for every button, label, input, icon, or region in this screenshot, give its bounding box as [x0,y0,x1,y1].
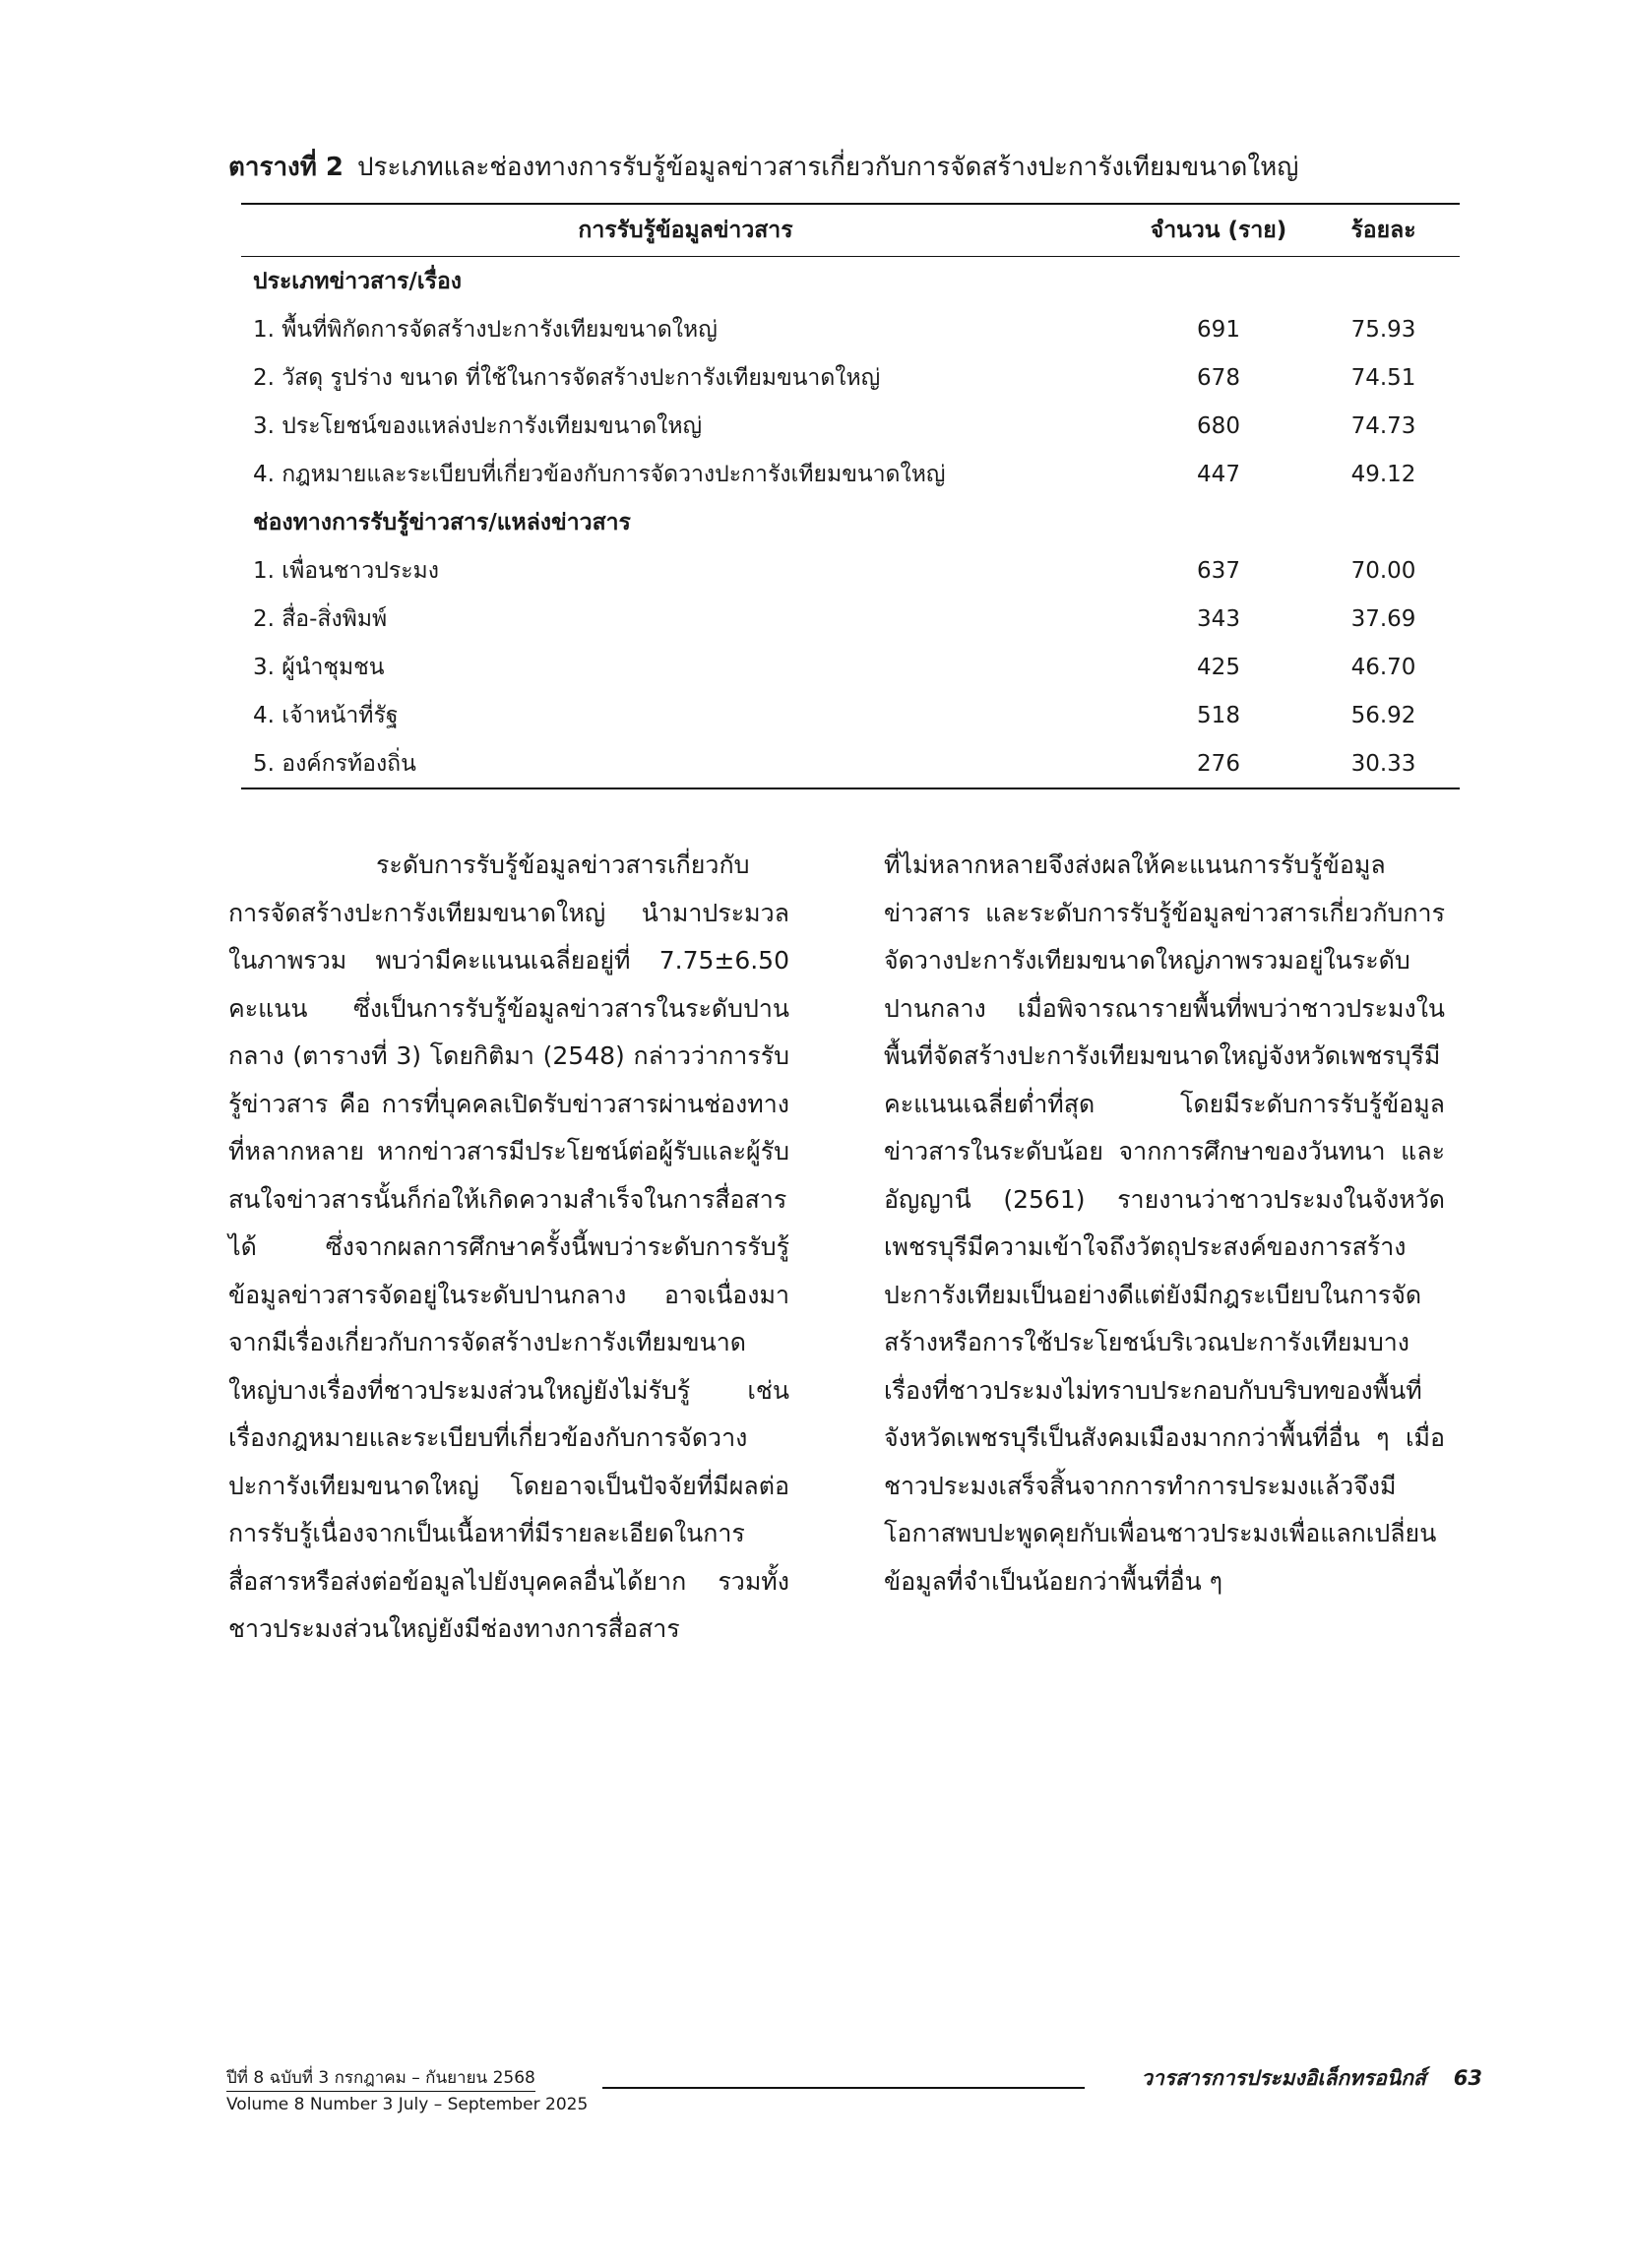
row-label: 4. กฎหมายและระเบียบที่เกี่ยวข้องกับการจัดวางปะการังเทียมขนาดใหญ่ [253,461,946,487]
table-header-row [241,204,1460,257]
table-row [241,546,1460,595]
page-number: 63 [1453,2066,1482,2090]
table-row [241,691,1460,739]
table-row [241,739,1460,788]
table-row [241,402,1460,450]
row-count: 447 [1197,461,1240,487]
row-percent: 46.70 [1350,654,1416,680]
table-row [241,595,1460,643]
row-percent: 74.73 [1350,412,1416,439]
row-percent: 49.12 [1350,461,1416,487]
row-percent: 37.69 [1350,605,1416,632]
footer-issue-thai: ปีที่ 8 ฉบับที่ 3 กรกฎาคม – กันยายน 2568 [226,2065,535,2092]
data-table [241,203,1460,789]
table-row [241,643,1460,691]
row-label: 2. สื่อ-สิ่งพิมพ์ [253,605,388,632]
table-label: ตารางที่ 2 [228,153,344,182]
table-caption [228,148,1439,187]
row-percent: 56.92 [1350,702,1416,728]
row-label: 1. เพื่อนชาวประมง [253,557,439,584]
journal-name: วารสารการประมงอิเล็กทรอนิกส์ [1141,2066,1426,2090]
footer-issue-english: Volume 8 Number 3 July – September 2025 [226,2095,589,2114]
row-count: 518 [1197,702,1240,728]
table-row [241,450,1460,498]
header-percent: ร้อยละ [1307,204,1460,257]
table-row [241,305,1460,353]
section-row [241,257,1460,306]
row-count: 343 [1197,605,1240,632]
row-label: 3. ผู้นำชุมชน [253,654,385,680]
row-count: 680 [1197,412,1240,439]
header-count: จำนวน (ราย) [1130,204,1307,257]
section-title: ประเภทข่าวสาร/เรื่อง [253,268,463,294]
footer-issue [226,2065,588,2117]
paragraph: ระดับการรับรู้ข้อมูลข่าวสารเกี่ยวกับการจัดสร้างปะการังเทียมขนาดใหญ่ นำมาประมวลในภาพรวม พบว่ามีคะแนนเฉลี่ยอยู่ที่ 7.75±6.50 คะแนน ซึ่งเป็นการรับรู้ข้อมูลข่าวสารในระดับปานกลาง (ตารางที่ 3) โดยกิติมา (2548) กล่าวว่าการรับรู้ข่าวสาร คือ การที่บุคคลเปิดรับข่าวสารผ่านช่องทางที่หลากหลาย หากข่าวสารมีประโยชน์ต่อผู้รับและผู้รับสนใจข่าวสารนั้นก็ก่อให้เกิดความสำเร็จในการสื่อสารได้ ซึ่งจากผลการศึกษาครั้งนี้พบว่าระดับการรับรู้ข้อมูลข่าวสารจัดอยู่ในระดับปานกลาง อาจเนื่องมาจากมีเรื่องเกี่ยวกับการจัดสร้างปะการังเทียมขนาดใหญ่บางเรื่องที่ชาวประมงส่วนใหญ่ยังไม่รับรู้ เช่น เรื่องกฎหมายและระเบียบที่เกี่ยวข้องกับการจัดวางปะการังเทียมขนาดใหญ่ โดยอาจเป็นปัจจัยที่มีผลต่อการรับรู้เนื่องจากเป็นเนื้อหาที่มีรายละเอียดในการสื่อสารหรือส่งต่อข้อมูลไปยังบุคคลอื่นได้ยาก รวมทั้งชาวประมงส่วนใหญ่ยังมีช่องทางการสื่อสาร [228,850,789,1643]
row-percent: 74.51 [1350,364,1416,391]
footer-divider [602,2087,1085,2089]
row-label: 1. พื้นที่พิกัดการจัดสร้างปะการังเทียมขนาดใหญ่ [253,316,718,343]
row-label: 2. วัสดุ รูปร่าง ขนาด ที่ใช้ในการจัดสร้างปะการังเทียมขนาดใหญ่ [253,364,881,391]
row-count: 691 [1197,316,1240,343]
row-percent: 30.33 [1307,739,1460,788]
body-column-left [228,842,789,1654]
row-label: 4. เจ้าหน้าที่รัฐ [253,702,399,728]
section-row [241,498,1460,546]
table-title: ประเภทและช่องทางการรับรู้ข้อมูลข่าวสารเกี่ยวกับการจัดสร้างปะการังเทียมขนาดใหญ่ [357,153,1299,182]
footer-journal [1141,2062,1482,2095]
row-count: 276 [1130,739,1307,788]
row-percent: 75.93 [1350,316,1416,343]
row-label: 5. องค์กรท้องถิ่น [241,739,1130,788]
paragraph: ที่ไม่หลากหลายจึงส่งผลให้คะแนนการรับรู้ข้อมูลข่าวสาร และระดับการรับรู้ข้อมูลข่าวสารเกี่ยวกับการจัดวางปะการังเทียมขนาดใหญ่ภาพรวมอยู่ในระดับปานกลาง เมื่อพิจารณารายพื้นที่พบว่าชาวประมงในพื้นที่จัดสร้างปะการังเทียมขนาดใหญ่จังหวัดเพชรบุรีมีคะแนนเฉลี่ยต่ำที่สุด โดยมีระดับการรับรู้ข้อมูลข่าวสารในระดับน้อย จากการศึกษาของวันทนา และอัญญานี (2561) รายงานว่าชาวประมงในจังหวัดเพชรบุรีมีความเข้าใจถึงวัตถุประสงค์ของการสร้างปะการังเทียมเป็นอย่างดีแต่ยังมีกฎระเบียบในการจัดสร้างหรือการใช้ประโยชน์บริเวณปะการังเทียมบางเรื่องที่ชาวประมงไม่ทราบประกอบกับบริบทของพื้นที่จังหวัดเพชรบุรีเป็นสังคมเมืองมากกว่าพื้นที่อื่น ๆ เมื่อชาวประมงเสร็จสิ้นจากการทำการประมงแล้วจึงมีโอกาสพบปะพูดคุยกับเพื่อนชาวประมงเพื่อแลกเปลี่ยนข้อมูลที่จำเป็นน้อยกว่าพื้นที่อื่น ๆ [884,850,1445,1596]
table-row [241,353,1460,402]
row-percent: 70.00 [1350,557,1416,584]
row-label: 3. ประโยชน์ของแหล่งปะการังเทียมขนาดใหญ่ [253,412,703,439]
body-column-right [884,842,1445,1606]
row-count: 637 [1197,557,1240,584]
header-info: การรับรู้ข้อมูลข่าวสาร [241,204,1130,257]
row-count: 425 [1197,654,1240,680]
section-title: ช่องทางการรับรู้ข่าวสาร/แหล่งข่าวสาร [253,509,631,536]
row-count: 678 [1197,364,1240,391]
